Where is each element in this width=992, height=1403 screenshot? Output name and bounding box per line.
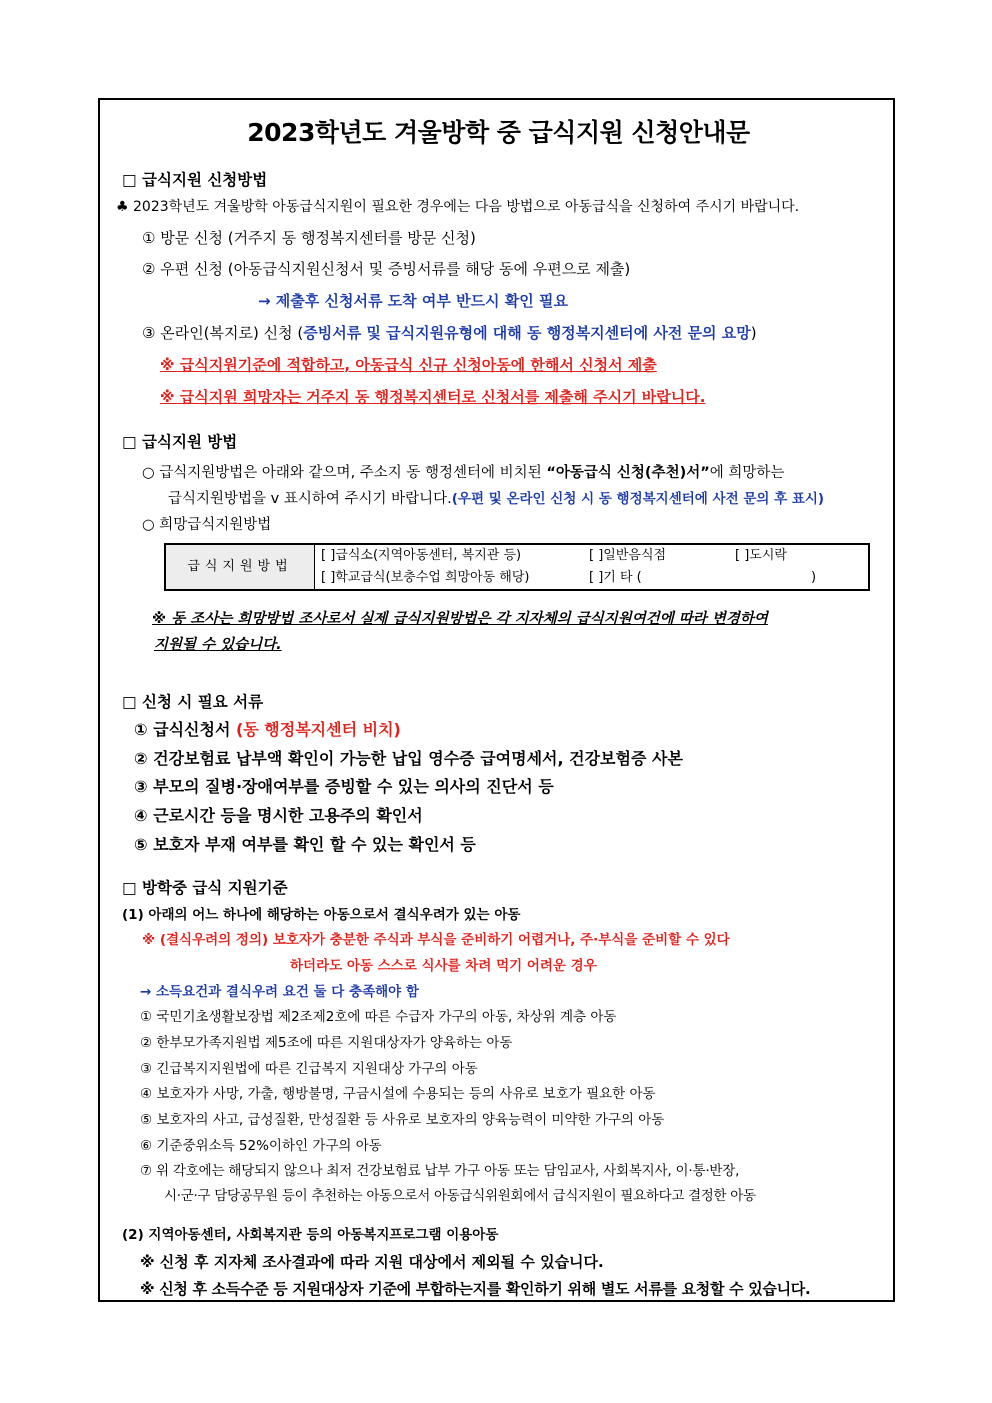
preferred-method-label: ○ 희망급식지원방법 [142, 517, 272, 533]
criteria-group-2: (2) 지역아동센터, 사회복지관 등의 아동복지프로그램 이용아동 [122, 1227, 499, 1243]
final-note-extra-documents: ※ 신청 후 소득수준 등 지원대상자 기준에 부합하는지를 확인하기 위해 별도 서류를 요청할 수 있습니다. [140, 1280, 811, 1298]
option-restaurant[interactable]: [ ]일반음식점 [589, 548, 667, 563]
criterion-7-line-2: 시·군·구 담당공무원 등이 추천하는 아동으로서 아동급식위원회에서 급식지원이 필요하다고 결정한 아동 [164, 1188, 756, 1204]
method-online-suffix: ) [750, 324, 757, 342]
method-visit: ① 방문 신청 (거주지 동 행정복지센터를 방문 신청) [142, 229, 476, 247]
document-title: 2023학년도 겨울방학 중 급식지원 신청안내문 [247, 118, 750, 147]
method-online-inquiry: 증빙서류 및 급식지원유형에 대해 동 행정복지센터에 사전 문의 요망 [303, 324, 751, 342]
criterion-5: ⑤ 보호자의 사고, 급성질환, 만성질환 등 사유로 보호자의 양육능력이 미약한 가구의 아동 [140, 1112, 665, 1128]
option-meal-center[interactable]: [ ]급식소(지역아동센터, 복지관 등) [321, 548, 522, 563]
doc-application-form [134, 720, 401, 740]
section-heading-required-documents: □ 신청 시 필요 서류 [122, 693, 264, 711]
option-school-meal[interactable]: [ ]학교급식(보충수업 희망아동 해당) [321, 570, 530, 585]
meal-risk-definition-1: ※ (결식우려의 정의) 보호자가 충분한 주식과 부식을 준비하기 어렵거나, 주·부식을 준비할 수 있다 [142, 932, 730, 948]
support-method-line-1 [142, 463, 784, 483]
section-heading-support-criteria: □ 방학중 급식 지원기준 [122, 879, 288, 897]
doc-medical-certificate: ③ 부모의 질병·장애여부를 증빙할 수 있는 의사의 진단서 등 [134, 777, 554, 796]
criterion-6: ⑥ 기준중위소득 52%이하인 가구의 아동 [140, 1138, 382, 1154]
option-row-2 [315, 567, 870, 590]
option-other-close: ) [811, 570, 817, 585]
option-other[interactable]: [ ]기 타 ( [589, 570, 642, 585]
section-heading-support-method: □ 급식지원 방법 [122, 433, 238, 451]
mail-confirm-note: → 제출후 신청서류 도착 여부 반드시 확인 필요 [258, 292, 568, 310]
submission-note: ※ 급식지원 희망자는 거주지 동 행정복지센터로 신청서를 제출해 주시기 바랍니다. [160, 388, 706, 406]
preferred-method-table [164, 543, 870, 591]
survey-notice-line-2: 지원될 수 있습니다. [154, 637, 282, 653]
support-method-line-2 [168, 489, 824, 509]
application-intro: ♣ 2023학년도 겨울방학 아동급식지원이 필요한 경우에는 다음 방법으로 아동급식을 신청하여 주시기 바랍니다. [116, 199, 800, 215]
support-method-text: ○ 급식지원방법은 아래와 같으며, 주소지 동 행정센터에 비치된 [142, 465, 547, 481]
option-row-1 [315, 544, 870, 567]
requirement-note: → 소득요건과 결식우려 요건 둘 다 충족해야 함 [140, 984, 419, 1000]
doc-application-form-location: (동 행정복지센터 비치) [235, 720, 401, 739]
application-form-name: “아동급식 신청(추천)서” [546, 465, 710, 481]
doc-health-insurance: ② 건강보험료 납부액 확인이 가능한 납입 영수증 급여명세서, 건강보험증 사본 [134, 749, 683, 768]
final-note-exclusion: ※ 신청 후 지자체 조사결과에 따라 지원 대상에서 제외될 수 있습니다. [140, 1253, 604, 1271]
criterion-1: ① 국민기초생활보장법 제2조제2호에 따른 수급자 가구의 아동, 차상위 계층 아동 [140, 1009, 617, 1025]
method-online [142, 323, 757, 343]
doc-employer-confirmation: ④ 근로시간 등을 명시한 고용주의 확인서 [134, 806, 423, 825]
doc-application-form-text: ① 급식신청서 [134, 720, 236, 739]
method-online-prefix: ③ 온라인(복지로) 신청 ( [142, 324, 304, 342]
eligibility-note: ※ 급식지원기준에 적합하고, 아동급식 신규 신청아동에 한해서 신청서 제출 [160, 356, 657, 374]
inquiry-before-mark-note: (우편 및 온라인 신청 시 동 행정복지센터에 사전 문의 후 표시) [451, 491, 825, 507]
mark-instruction: 급식지원방법을 v 표시하여 주시기 바랍니다. [168, 491, 452, 507]
criterion-2: ② 한부모가족지원법 제5조에 따른 지원대상자가 양육하는 아동 [140, 1035, 513, 1051]
survey-notice-line-1: ※ 동 조사는 희망방법 조사로서 실제 급식지원방법은 각 지자체의 급식지원여건에 따라 변경하여 [152, 611, 768, 627]
preferred-method-table-label: 급식지원방법 [165, 544, 315, 590]
option-lunchbox[interactable]: [ ]도시락 [735, 548, 787, 563]
criteria-group-1: (1) 아래의 어느 하나에 해당하는 아동으로서 결식우려가 있는 아동 [122, 907, 521, 923]
doc-guardian-absence: ⑤ 보호자 부재 여부를 확인 할 수 있는 확인서 등 [134, 835, 476, 854]
support-method-text-end: 에 희망하는 [709, 465, 785, 481]
meal-risk-definition-2: 하더라도 아동 스스로 식사를 차려 먹기 어려운 경우 [290, 958, 597, 974]
method-mail: ② 우편 신청 (아동급식지원신청서 및 증빙서류를 해당 동에 우편으로 제출) [142, 260, 631, 278]
criterion-3: ③ 긴급복지지원법에 따른 긴급복지 지원대상 가구의 아동 [140, 1061, 478, 1077]
criterion-7-line-1: ⑦ 위 각호에는 해당되지 않으나 최저 건강보험료 납부 가구 아동 또는 담임교사, 사회복지사, 이·통·반장, [140, 1163, 740, 1179]
section-heading-application-method: □ 급식지원 신청방법 [122, 171, 268, 189]
notice-document [98, 98, 895, 1302]
criterion-4: ④ 보호자가 사망, 가출, 행방불명, 구금시설에 수용되는 등의 사유로 보호가 필요한 아동 [140, 1086, 656, 1102]
